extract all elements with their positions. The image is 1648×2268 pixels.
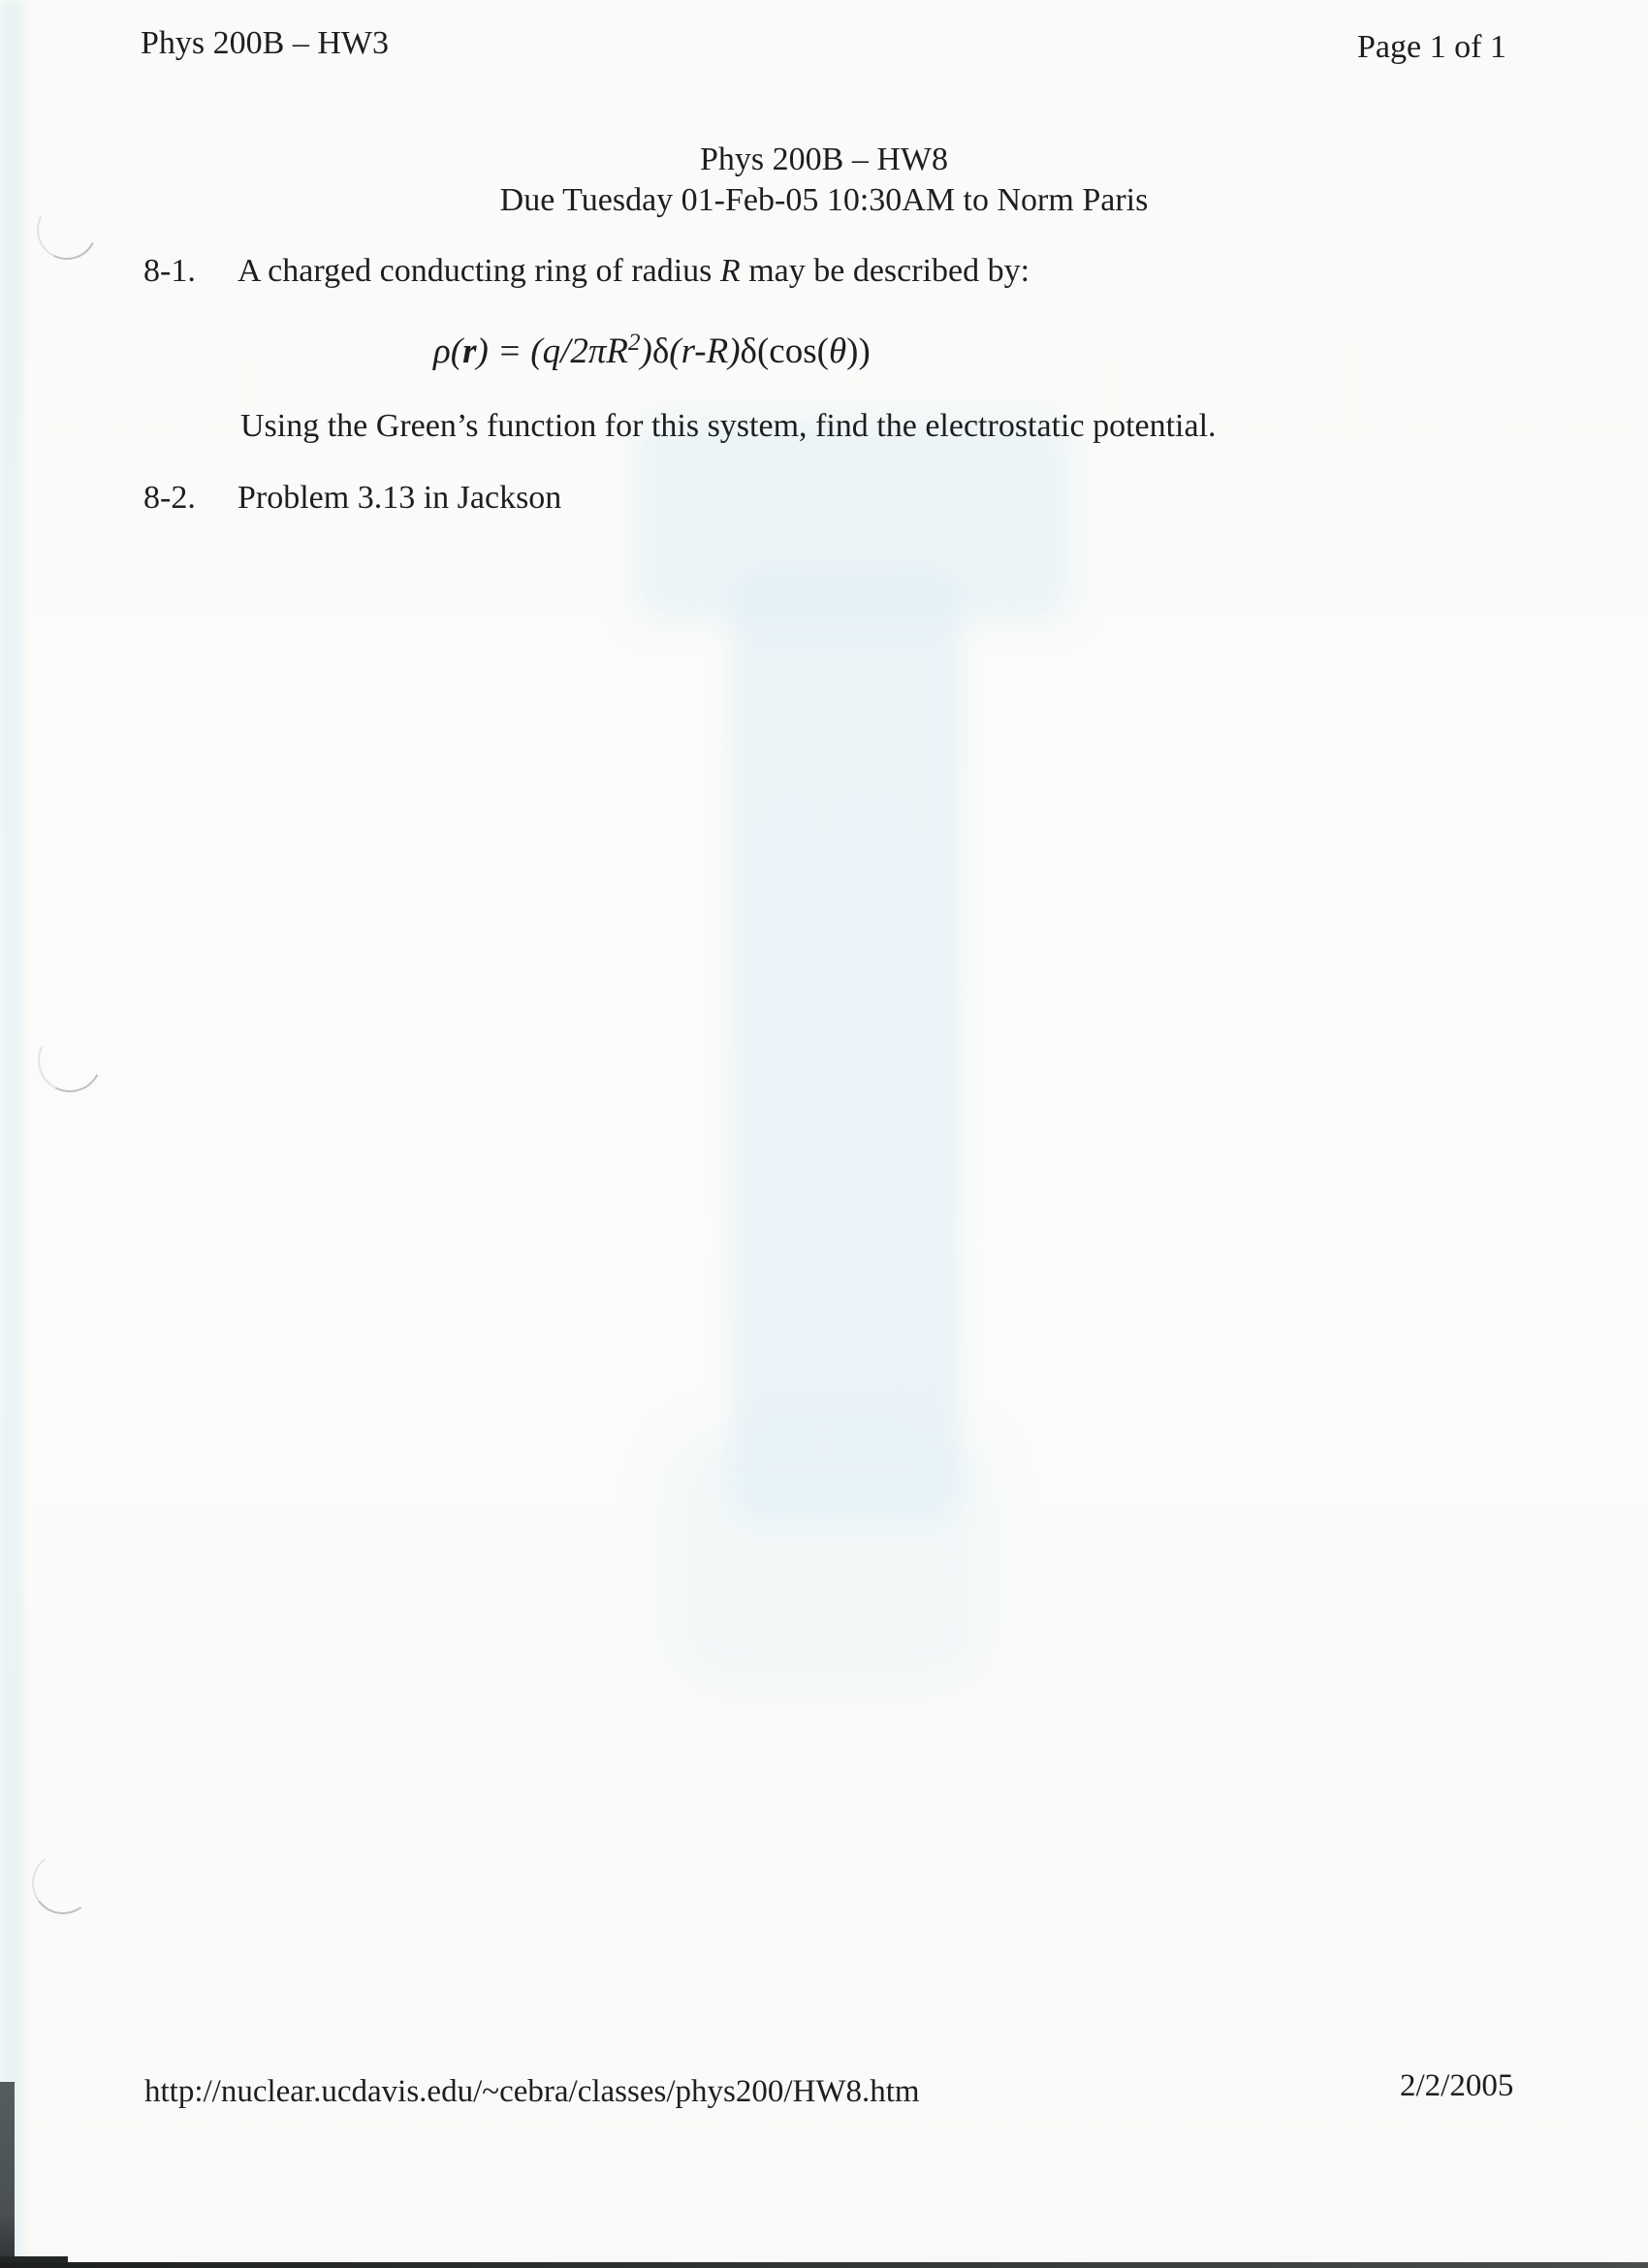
scan-tint-band-lower: [669, 1434, 989, 1686]
scanner-edge-shadow-left: [0, 2082, 15, 2268]
problem-8-1-text: [238, 253, 1030, 290]
formula-superscript: 2: [628, 330, 641, 356]
problem-8-2-text: Problem 3.13 in Jackson: [238, 480, 562, 516]
formula-part: (cos(: [756, 331, 829, 371]
formula-theta: θ: [828, 331, 847, 371]
scan-tint-left-edge: [0, 0, 23, 2268]
hole-punch-mark-bottom: [28, 1848, 98, 1918]
footer-url: http://nuclear.ucdavis.edu/~cebra/classes/phys200/HW8.htm: [144, 2074, 920, 2109]
formula-part: (r-R): [669, 331, 741, 371]
formula-part: ): [640, 331, 652, 371]
scanner-edge-shadow-bottom: [0, 2262, 1648, 2268]
greens-function-instruction: Using the Green’s function for this system, find the electrostatic potential.: [240, 408, 1217, 444]
footer-date: 2/2/2005: [1400, 2068, 1514, 2103]
problem-8-1-radius-variable: R: [719, 253, 741, 289]
problem-8-2-number: 8-2.: [143, 480, 196, 516]
formula-part: )): [846, 331, 871, 371]
problem-8-1-text-pre: A charged conducting ring of radius: [238, 253, 720, 289]
charge-density-formula: [433, 331, 871, 372]
formula-delta: δ: [740, 331, 757, 371]
formula-part: r: [462, 331, 477, 371]
header-course-label: Phys 200B – HW3: [141, 25, 389, 61]
assignment-title: Phys 200B – HW8: [700, 142, 948, 177]
scan-tint-band-column: [732, 572, 960, 1522]
formula-delta: δ: [651, 331, 670, 371]
formula-part: ) = (q/2πR: [476, 331, 629, 371]
hole-punch-mark-middle: [29, 1020, 110, 1100]
formula-part: ρ(: [433, 331, 463, 371]
assignment-due-line: Due Tuesday 01-Feb-05 10:30AM to Norm Paris: [499, 182, 1149, 218]
problem-8-1-number: 8-1.: [143, 253, 196, 289]
header-page-number: Page 1 of 1: [1357, 29, 1506, 65]
problem-8-1-text-post: may be described by:: [740, 253, 1030, 289]
